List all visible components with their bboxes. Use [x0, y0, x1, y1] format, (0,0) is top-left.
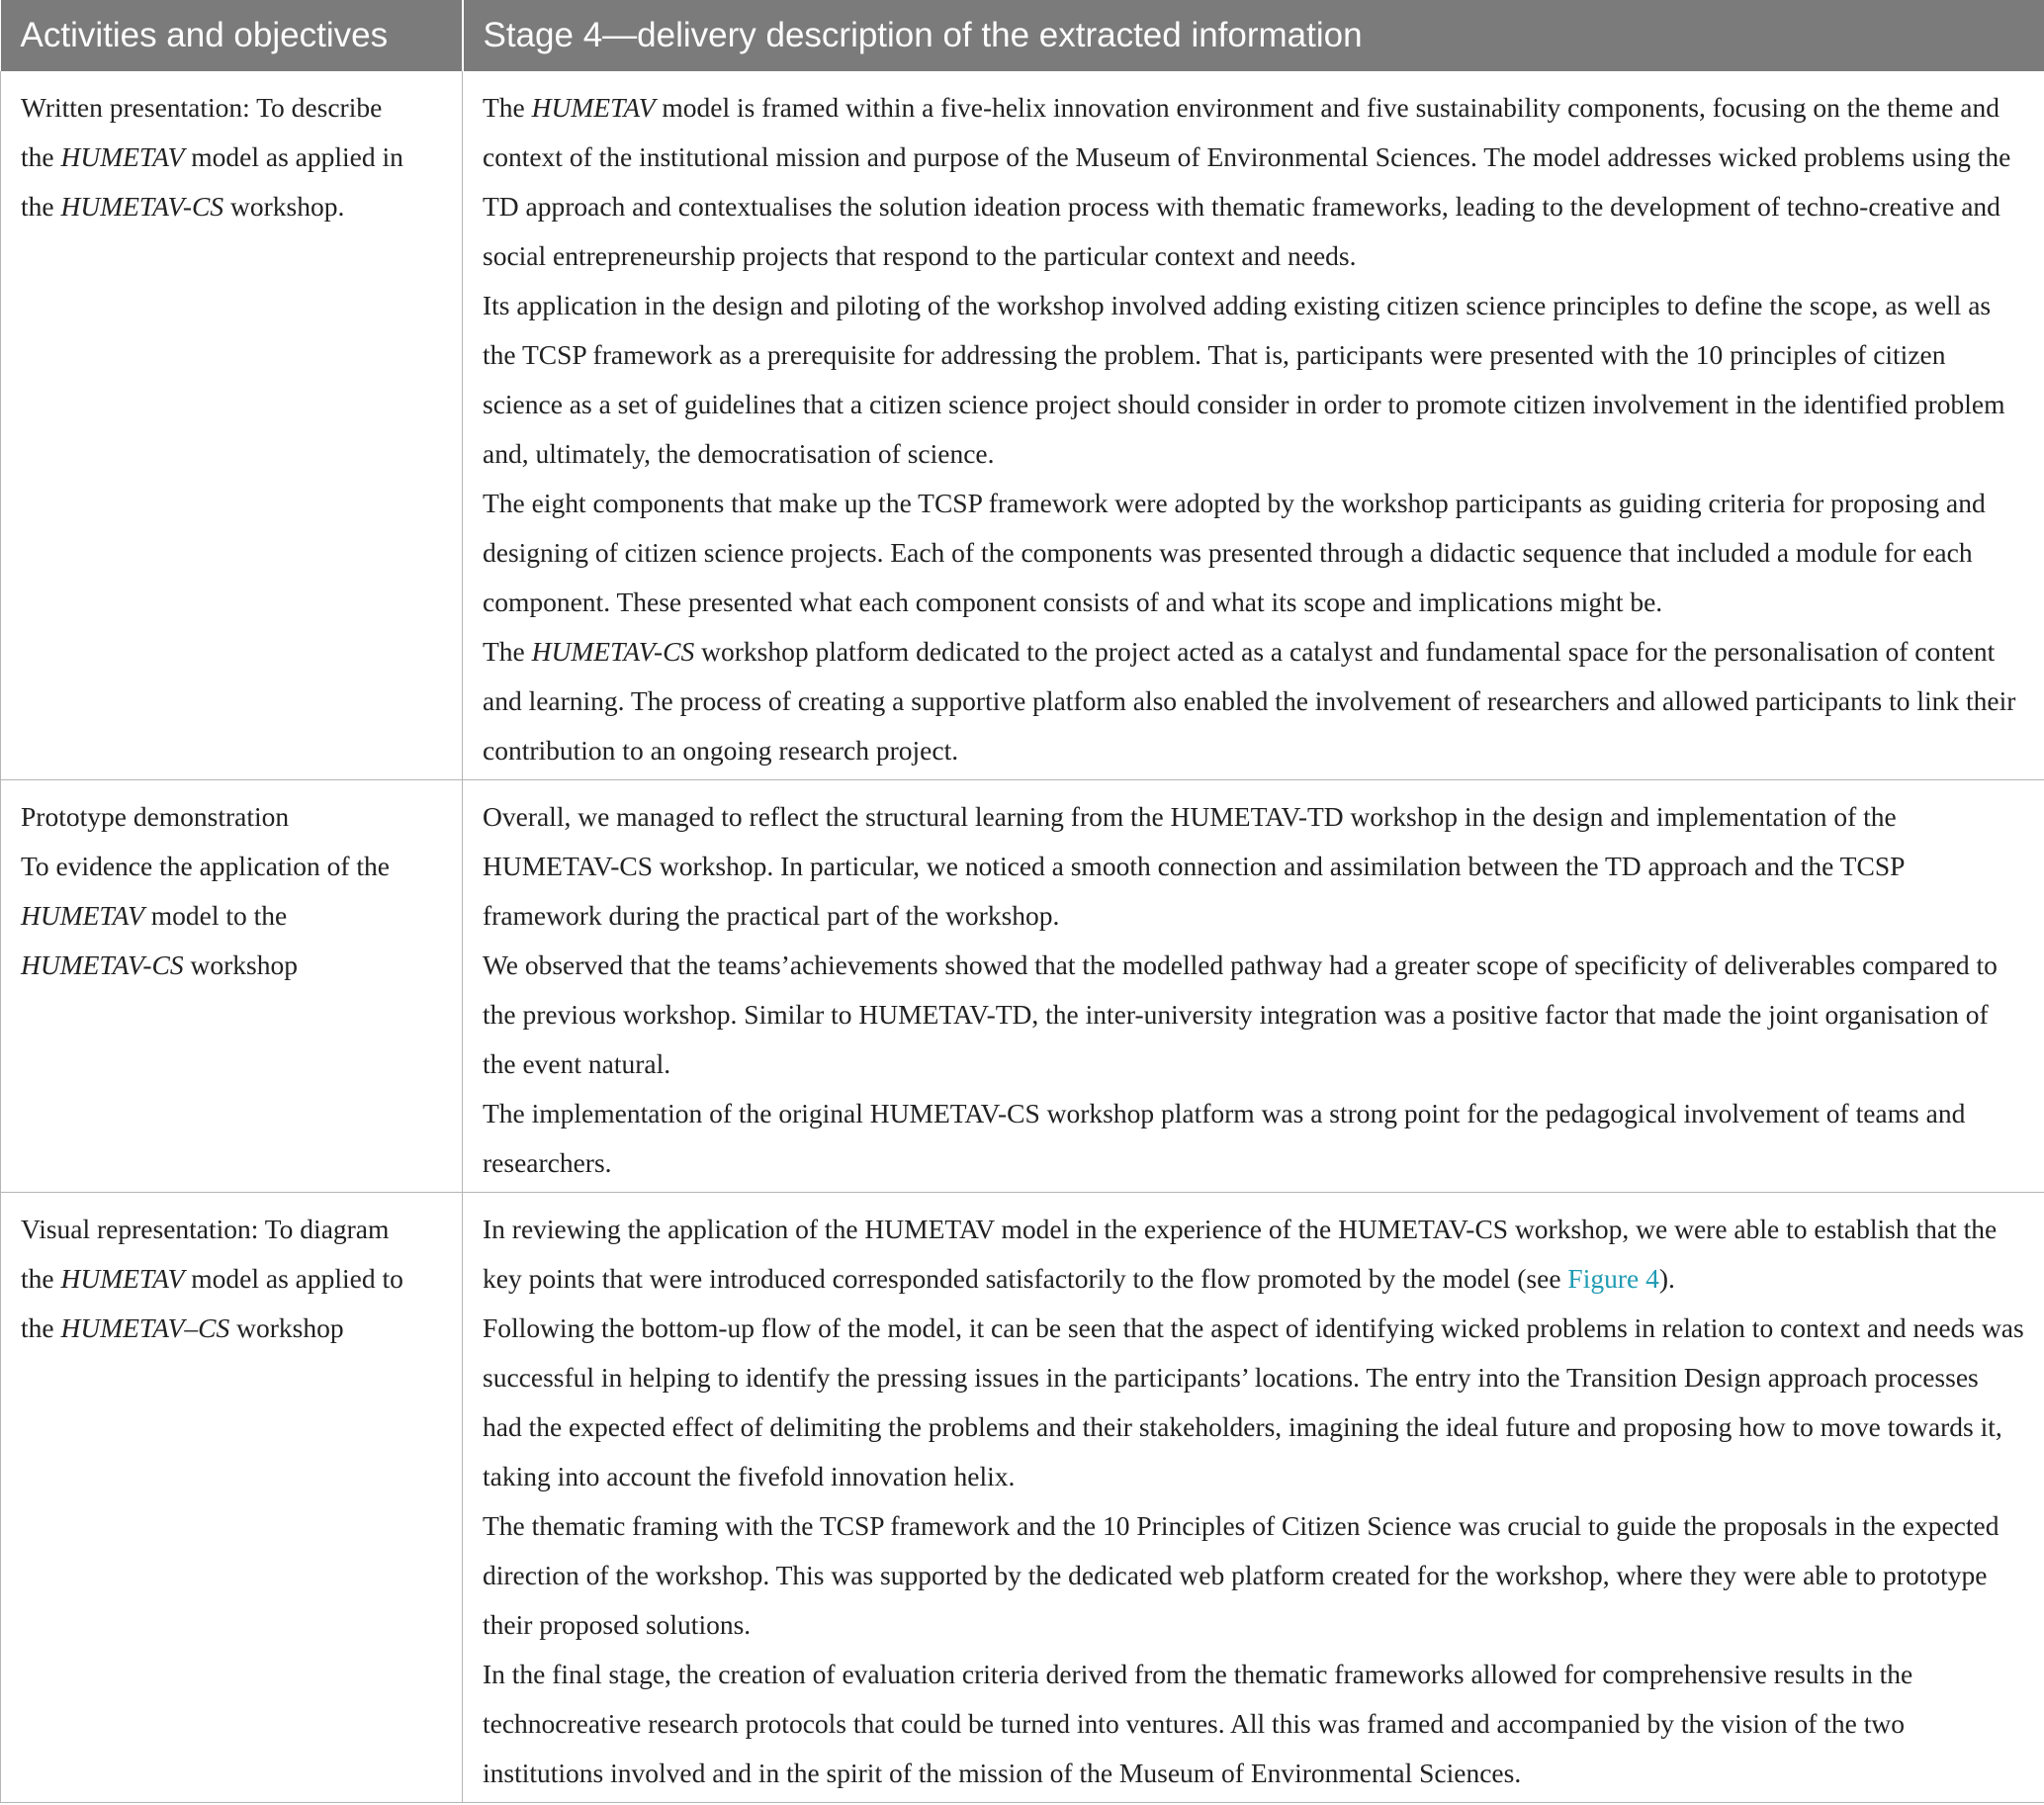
- description-paragraph: The implementation of the original HUMETAV-CS workshop platform was a strong point for the pedagogical involvement of teams and researchers.: [483, 1098, 1966, 1178]
- description-paragraph: The HUMETAV-CS workshop platform dedicated to the project acted as a catalyst and fundamental space for the personalisation of content and learning. The process of creating a supportive platform also enabled the involvement of researchers and allowed participants to link their contribution to an ongoing research project.: [483, 636, 2016, 766]
- description-paragraph: The HUMETAV model is framed within a five-helix innovation environment and five sustainability components, focusing on the theme and context of the institutional mission and purpose of the Museum of Environmental Sciences. The model addresses wicked problems using the TD approach and contextualises the solution ideation process with thematic frameworks, leading to the development of techno-creative and social entrepreneurship projects that respond to the particular context and needs.: [483, 92, 2011, 271]
- activity-line: the HUMETAV model as applied to: [21, 1263, 403, 1294]
- activity-line: the HUMETAV-CS workshop.: [21, 191, 345, 222]
- description-paragraph: The thematic framing with the TCSP framework and the 10 Principles of Citizen Science was crucial to guide the proposals in the expected direction of the workshop. This was supported by the dedicated web platform created for the workshop, where they were able to prototype their proposed solutions.: [483, 1510, 2000, 1640]
- description-paragraph: In reviewing the application of the HUMETAV model in the experience of the HUMETAV-CS workshop, we were able to establish that the key points that were introduced corresponded satisfactorily to the flow promoted by the model (see Figure 4).: [483, 1214, 1998, 1294]
- description-cell: [463, 780, 2044, 1193]
- header-activities: Activities and objectives: [1, 0, 463, 71]
- description-paragraph: We observed that the teams’achievements showed that the modelled pathway had a greater scope of specificity of deliverables compared to the previous workshop. Similar to HUMETAV-TD, the inter-university integration was a positive factor that made the joint organisation of the event natural.: [483, 949, 1998, 1079]
- description-paragraph: The eight components that make up the TCSP framework were adopted by the workshop participants as guiding criteria for proposing and designing of citizen science projects. Each of the components was presented through a didactic sequence that included a module for each component. These presented what each component consists of and what its scope and implications might be.: [483, 488, 1986, 617]
- description-paragraph: Its application in the design and piloting of the workshop involved adding existing citizen science principles to define the scope, as well as the TCSP framework as a prerequisite for addressing the problem. That is, participants were presented with the 10 principles of citizen science as a set of guidelines that a citizen science project should consider in order to promote citizen involvement in the identified problem and, ultimately, the democratisation of science.: [483, 290, 2005, 469]
- table-row: [1, 1193, 2044, 1803]
- activity-line: the HUMETAV model as applied in: [21, 141, 403, 172]
- description-cell: [463, 1193, 2044, 1803]
- description-paragraph: Following the bottom-up flow of the model, it can be seen that the aspect of identifying wicked problems in relation to context and needs was successful in helping to identify the pressing issues in the participants’ locations. The entry into the Transition Design approach processes had the expected effect of delimiting the problems and their stakeholders, imagining the ideal future and proposing how to move towards it, taking into account the fivefold innovation helix.: [483, 1312, 2024, 1491]
- description-paragraph: In the final stage, the creation of evaluation criteria derived from the thematic frameworks allowed for comprehensive results in the technocreative research protocols that could be turned into ventures. All this was framed and accompanied by the vision of the two institutions involved and in the spirit of the mission of the Museum of Environmental Sciences.: [483, 1659, 1913, 1788]
- header-row: [1, 0, 2044, 71]
- header-stage4: Stage 4—delivery description of the extracted information: [463, 0, 2044, 71]
- table-row: [1, 71, 2044, 780]
- activity-line: To evidence the application of the: [21, 851, 390, 881]
- description-cell: [463, 71, 2044, 780]
- activity-cell: [1, 1193, 463, 1803]
- activity-line: Visual representation: To diagram: [21, 1214, 390, 1244]
- description-paragraph: Overall, we managed to reflect the structural learning from the HUMETAV-TD workshop in the design and implementation of the HUMETAV-CS workshop. In particular, we noticed a smooth connection and assimilation between the TD approach and the TCSP framework during the practical part of the workshop.: [483, 801, 1905, 931]
- figure-4-link[interactable]: Figure 4: [1567, 1263, 1659, 1294]
- activity-line: HUMETAV model to the: [21, 900, 288, 931]
- activity-cell: [1, 780, 463, 1193]
- activity-line: the HUMETAV–CS workshop: [21, 1312, 344, 1343]
- activity-line: HUMETAV-CS workshop: [21, 949, 298, 980]
- table-row: [1, 780, 2044, 1193]
- activity-line: Written presentation: To describe: [21, 92, 383, 123]
- activity-cell: [1, 71, 463, 780]
- activity-line: Prototype demonstration: [21, 801, 290, 832]
